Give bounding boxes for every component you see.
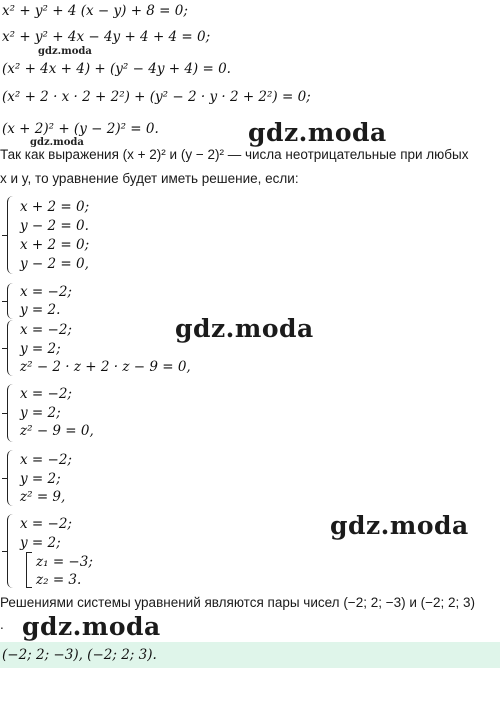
system-brace (7, 283, 15, 319)
system-5-eq-2: y = 2; (20, 471, 61, 487)
system-1-eq-3: x + 2 = 0; (20, 237, 90, 253)
conclusion-line-1: Решениями системы уравнений являются пары чисел (−2; 2; −3) и (−2; 2; 3) (0, 595, 476, 610)
system-6-eq-4: z₂ = 3. (36, 572, 82, 588)
system-6-eq-3: z₁ = −3; (36, 554, 93, 570)
system-5-eq-3: z² = 9, (20, 489, 66, 505)
watermark-small: gdz.moda (30, 137, 84, 148)
system-brace (7, 384, 15, 442)
system-5-eq-1: x = −2; (20, 452, 72, 468)
watermark: gdz.moda (22, 612, 161, 641)
answer-text: (−2; 2; −3), (−2; 2; 3). (2, 647, 157, 663)
system-3-eq-1: x = −2; (20, 322, 72, 338)
equation-line-3: (x² + 4x + 4) + (y² − 4y + 4) = 0. (2, 61, 231, 77)
system-4-eq-2: y = 2; (20, 405, 61, 421)
system-brace (7, 514, 15, 588)
conclusion-line-2: . (0, 617, 4, 632)
equation-line-2: x² + y² + 4x − 4y + 4 + 4 = 0; (2, 29, 211, 45)
watermark: gdz.moda (248, 118, 387, 147)
equation-line-1: x² + y² + 4 (x − y) + 8 = 0; (2, 3, 188, 19)
explanation-line-1: Так как выражения (x + 2)² и (y − 2)² — числа неотрицательные при любых (0, 147, 469, 162)
system-3-eq-3: z² − 2 · z + 2 · z − 9 = 0, (20, 359, 191, 375)
system-2-eq-1: x = −2; (20, 284, 72, 300)
system-brace (7, 196, 15, 274)
system-brace (7, 320, 15, 376)
system-6-eq-2: y = 2; (20, 535, 61, 551)
system-4-eq-3: z² − 9 = 0, (20, 423, 94, 439)
watermark-small: gdz.moda (38, 46, 92, 57)
system-1-eq-4: y − 2 = 0, (20, 256, 89, 272)
system-brace (7, 450, 15, 506)
system-6-eq-1: x = −2; (20, 516, 72, 532)
watermark: gdz.moda (330, 511, 469, 540)
system-4-eq-1: x = −2; (20, 386, 72, 402)
equation-line-4: (x² + 2 · x · 2 + 2²) + (y² − 2 · y · 2 + 2²) = 0; (2, 89, 311, 105)
system-1-eq-1: x + 2 = 0; (20, 199, 90, 215)
equation-line-5: (x + 2)² + (y − 2)² = 0. (2, 121, 159, 137)
system-2-eq-2: y = 2. (20, 302, 61, 318)
system-3-eq-2: y = 2; (20, 341, 61, 357)
system-1-eq-2: y − 2 = 0. (20, 218, 89, 234)
watermark: gdz.moda (175, 314, 314, 343)
solution-bracket (26, 552, 32, 588)
explanation-line-2: x и y, то уравнение будет иметь решение, если: (0, 171, 299, 186)
